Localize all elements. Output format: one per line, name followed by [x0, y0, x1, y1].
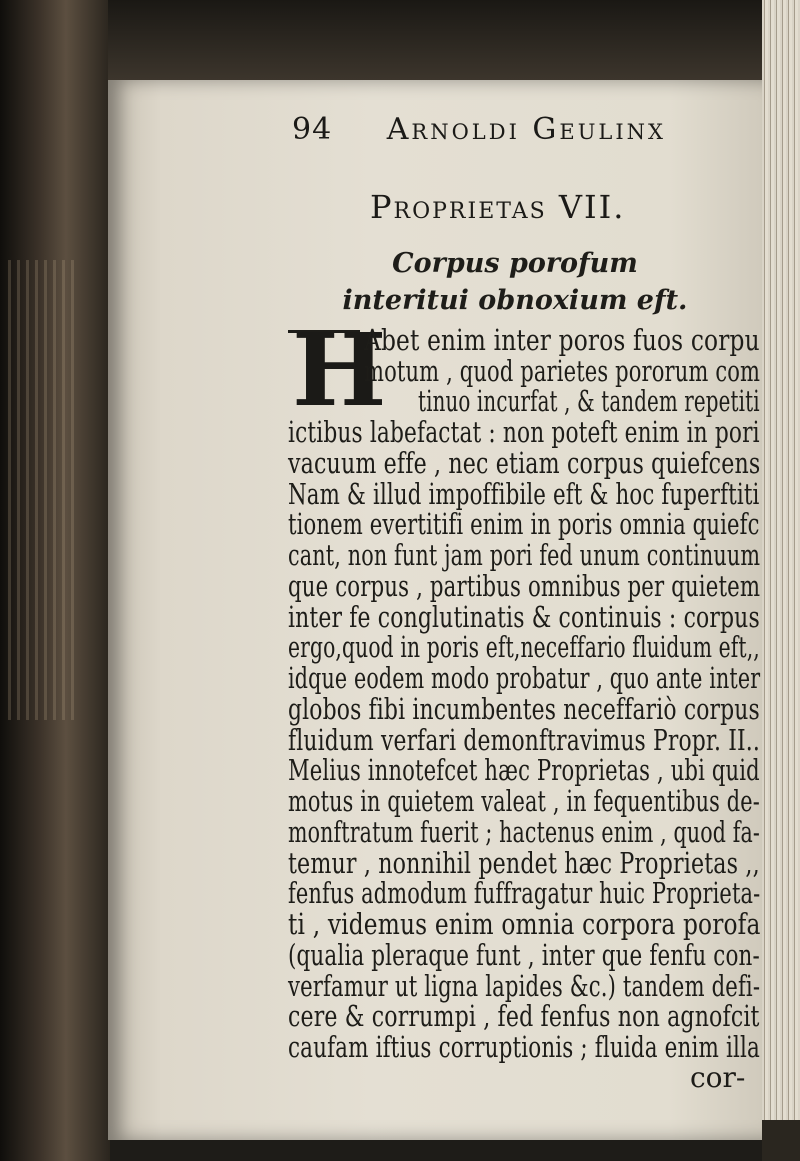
text-line: idque eodem modo probatur , quo ante inter [288, 661, 761, 695]
drop-cap: H [292, 311, 387, 429]
text-line: caufam iftius corruptionis ; fluida enim illa [288, 1030, 760, 1064]
text-line: inter fe conglutinatis & continuis : corpus [288, 600, 760, 634]
text-line: Abet enim inter poros fuos corpu [364, 323, 760, 357]
text-line: vacuum effe , nec etiam corpus quiefcens [288, 446, 761, 480]
text-line: que corpus , partibus omnibus per quietem [288, 569, 761, 603]
text-line: fluidum verfari demonftravimus Propr. II.. [288, 723, 760, 757]
section-subtitle: Corpus porofum interitui obnoxium eft. [342, 248, 688, 316]
text-line: ictibus labefactat : non poteft enim in pori [288, 415, 760, 449]
running-head-title: Arnoldi Geulinx [386, 112, 666, 147]
text-line: fenfus admodum fuffragatur huic Proprieta- [288, 876, 761, 910]
page-number: 94 [292, 112, 333, 147]
book-binding-left [0, 0, 110, 1161]
text-line: motum , quod parietes pororum com [364, 354, 761, 388]
text-line: verfamur ut ligna lapides &c.) tandem defi- [288, 969, 761, 1003]
text-line: motus in quietem valeat , in fequentibus de- [288, 784, 760, 818]
text-line: monftratum fuerit ; hactenus enim , quod fa- [288, 815, 760, 849]
text-line: tinuo incurfat , & tandem repetiti [418, 384, 760, 418]
text-line: Melius innotefcet hæc Proprietas , ubi quid [288, 753, 760, 787]
text-line: ti , videmus enim omnia corpora porofa [288, 907, 761, 941]
text-line: cant, non funt jam pori fed unum continuum [288, 538, 761, 572]
catchword: cor- [690, 1061, 746, 1094]
running-head [292, 112, 742, 147]
text-line: tionem evertitifi enim in poris omnia quiefc [288, 507, 760, 541]
text-line: (qualia pleraque funt , inter que fenfu con- [288, 938, 760, 972]
text-line: Nam & illud impoffibile eft & hoc fuperftiti [288, 477, 760, 511]
text-line: cere & corrumpi , fed fenfus non agnofcit [288, 999, 760, 1033]
section-title: Proprietas VII. [370, 188, 626, 226]
page-top-shadow [108, 0, 768, 80]
text-line: globos fibi incumbentes neceffariò corpus [288, 692, 760, 726]
text-line: temur , nonnihil pendet hæc Proprietas ,, [288, 846, 760, 880]
page-edges-right [762, 0, 800, 1161]
text-line: ergo,quod in poris eft,neceffario fluidum eft,, [288, 630, 760, 664]
